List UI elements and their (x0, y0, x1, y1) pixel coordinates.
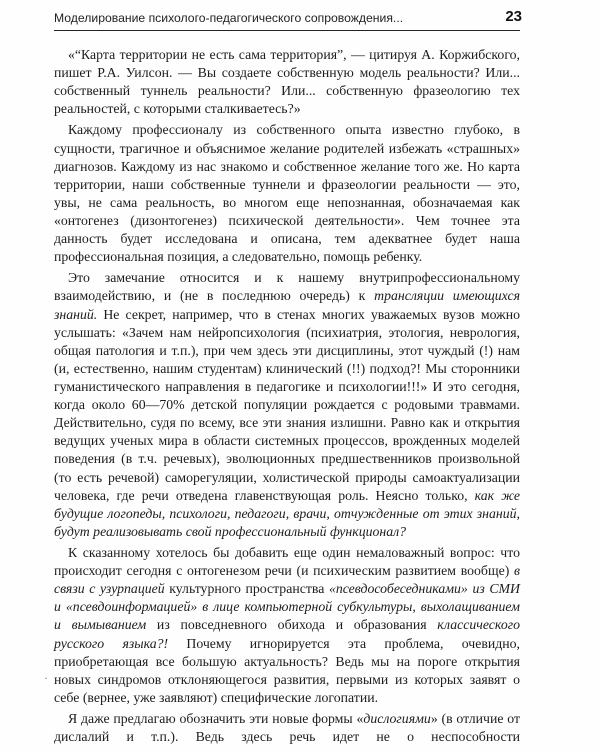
paragraph (54, 544, 520, 707)
text-run: » (в отличие от дислалий и т.п.). Ведь здесь речь идет не о неспособности (54, 710, 520, 745)
text-run: Я даже предлагаю обозначить эти новые формы « (68, 710, 364, 726)
text-run: Это замечание относится и к нашему внутрипрофессиональному взаимодействию, и (не в последнюю очередь) к (54, 270, 520, 304)
page-number: 23 (505, 8, 522, 25)
text-run: культурного пространства (164, 581, 329, 597)
italic-run: классического русского языка?! (54, 617, 520, 651)
running-header (54, 8, 520, 31)
body-text (54, 46, 520, 746)
paragraph (54, 710, 520, 746)
italic-run: дислогиями (363, 710, 431, 726)
italic-run: «псевдособеседниками» из СМИ и «псевдоинформацией» в лице компьютерной субкультуры, выхолащиванием и вымыванием (54, 581, 520, 633)
running-title: Моделирование психолого-педагогического сопровождения... (54, 11, 404, 25)
italic-run: как же будущие логопеды, психологи, педагоги, врачи, отчужденные от этих знаний, будут реализовывать свой профессиональный функционал? (54, 487, 521, 539)
text-run: Каждому профессионалу из собственного опыта известно глубоко, в сущности, трагичное и объяснимое желание родителей избежать «страшных» диагнозов. Каждому из нас знакомо и собственное желание того же. Но карта территории, наши собственные туннели и фразеологии реальности — это, увы, не сама реальность, во многом еще непознанная, обозначаемая как «онтогенез (дизонтогенез) психической деятельности». Чем точнее эта данность будет исследована и описана, тем адекватнее будет наша профессиональная позиция, а следовательно, помощь ребенку. (54, 122, 520, 265)
margin-mark: · (44, 671, 48, 685)
italic-run: трансляции имеющихся знаний. (54, 288, 520, 322)
italic-run: в связи с узурпацией (54, 563, 520, 597)
text-run: Не секрет, например, что в стенах многих уважаемых вузов можно услышать: «Зачем нам нейропсихология (психиатрия, этология, неврология, общая патология и т.п.), при чем здесь эти дисциплины, этот чуждый (!) нам (и, естественно, нашим студентам) клинический (!!) подход?! Мы сторонники гуманистического направления в педагогике и психологии!!!» И это сегодня, когда около 60—70% детской популяции рождается с родовыми травмами. Действительно, судя по всему, все эти знания излишни. Равно как и открытия ведущих ученых мира в области системных процессов, врожденных моделей поведения (в т.ч. речевых), эволюционных предшественников произвольной (то есть речевой) саморегуляции, холистической природы самоактуализации человека, где речи отведена главенствующая роль. Неясно только, (54, 306, 520, 503)
text-run: К сказанному хотелось бы добавить еще один немаловажный вопрос: что происходит сегодня с онтогенезом речи (и психическим развитием вообще) (54, 544, 520, 579)
text-run: «“Карта территории не есть сама территория”, — цитируя А. Коржибского, пишет Р.А. Уилсон. — Вы создаете собственную модель реальности? Или... собственный туннель реальности? Или... собственную фразеологию тех реальностей, с которыми сталкиваетесь?» (54, 47, 520, 117)
paragraph (54, 121, 520, 266)
text-run: Почему игнорируется эта проблема, очевидно, приобретающая все большую актуальность? Ведь мы на пороге открытия новых синдромов отклоняющегося развития, первыми из которых заявят о себе (вернее, уже заявляют) специфические логопатии. (54, 635, 520, 705)
text-run: из повседневного обихода и образования (146, 617, 438, 633)
paragraph (54, 269, 520, 541)
paragraph (54, 46, 520, 118)
